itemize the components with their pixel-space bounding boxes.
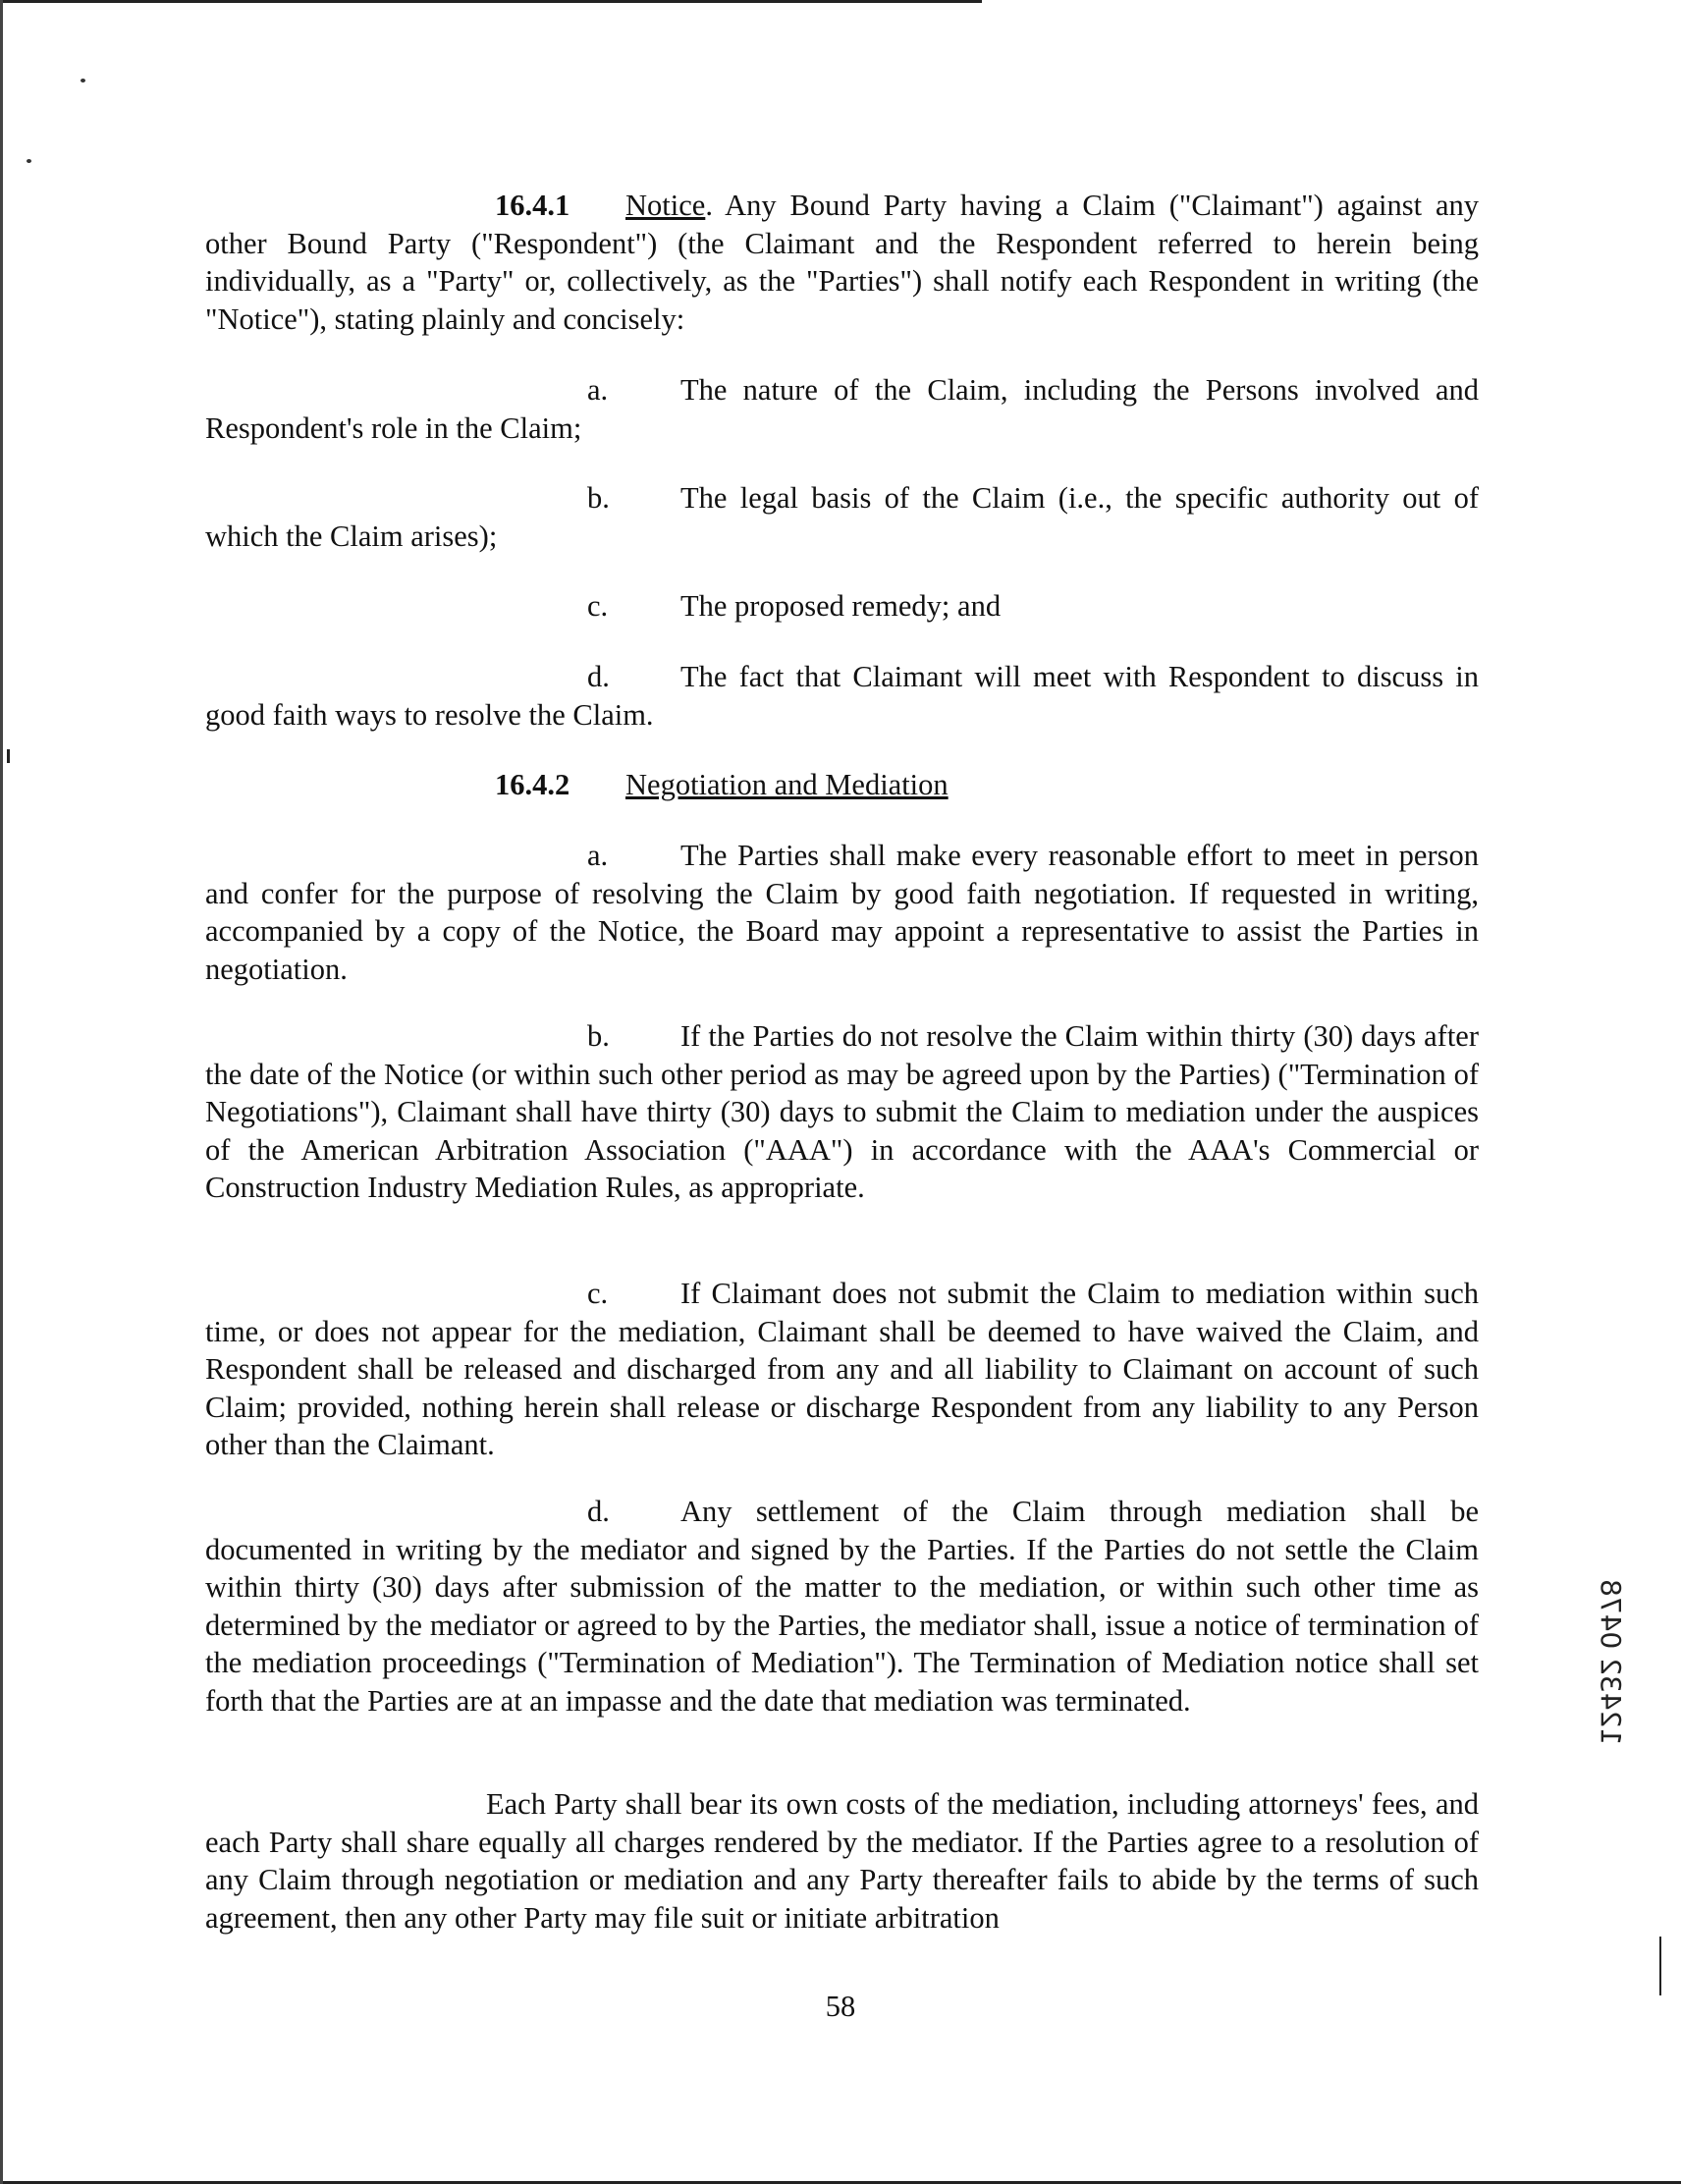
item-text: Any settlement of the Claim through mediation shall be documented in writing by the mediator and signed by the Parties. If the Parties do not settle the Claim within thirty (30) days after submission of the matter to the mediation, or within such other time as determined by the mediator or agreed to by the Parties, the mediator shall, issue a notice of termination of the mediation proceedings ("Termination of Mediation"). The Termination of Mediation notice shall set forth that the Parties are at an impasse and the date that mediation was terminated.: [205, 1495, 1479, 1718]
notice-item-d: [205, 658, 1479, 734]
scan-mark: [1659, 1937, 1661, 1995]
notice-item-a: [205, 371, 1479, 447]
closing-text: Each Party shall bear its own costs of the mediation, including attorneys' fees, and each Party shall share equally all charges rendered by the mediator. If the Parties agree to a resolution of any Claim through negotiation or mediation and any Party thereafter fails to abide by the terms of such agreement, then any other Party may file suit or initiate arbitration: [205, 1787, 1479, 1935]
item-text: If the Parties do not resolve the Claim within thirty (30) days after the date of the Notice (or within such other period as may be agreed upon by the Parties) ("Termination of Negotiations"), Claimant shall have thirty (30) days to submit the Claim to mediation under the auspices of the American Arbitration Association ("AAA") in accordance with the AAA's Commercial or Construction Industry Mediation Rules, as appropriate.: [205, 1019, 1479, 1205]
scan-speck: [27, 159, 31, 163]
scan-edge-left: [0, 0, 3, 2184]
item-marker: d.: [587, 1495, 610, 1528]
item-marker: d.: [587, 660, 610, 693]
item-marker: c.: [587, 589, 609, 623]
scan-speck: [81, 79, 85, 82]
item-marker: c.: [587, 1277, 609, 1310]
mediation-item-b: [205, 1017, 1479, 1207]
item-text: The proposed remedy; and: [680, 589, 1002, 623]
notice-item-b: [205, 479, 1479, 555]
mediation-item-d: [205, 1493, 1479, 1720]
section-number: 16.4.2: [495, 768, 570, 801]
mediation-item-c: [205, 1275, 1479, 1464]
item-text: The Parties shall make every reasonable effort to meet in person and confer for the purpose of resolving the Claim by good faith negotiation. If requested in writing, accompanied by a copy of the Notice, the Board may appoint a representative to assist the Parties in negotiation.: [205, 839, 1479, 986]
section-intro-text: . Any Bound Party having a Claim ("Claimant") against any other Bound Party ("Respondent") (the Claimant and the Respondent referred to herein being individually, as a "Party" or, collectively, as the "Parties") shall notify each Respondent in writing (the "Notice"), stating plainly and concisely:: [205, 189, 1479, 336]
item-text: The nature of the Claim, including the Persons involved and Respondent's role in the Claim;: [205, 373, 1479, 445]
section-title: Negotiation and Mediation: [625, 768, 949, 801]
item-marker: b.: [587, 481, 610, 515]
scan-edge-top: [0, 0, 982, 3]
scan-mark: [7, 749, 10, 763]
notice-item-c: [205, 587, 1479, 626]
bates-stamp: 12432 0478: [1595, 1579, 1627, 1746]
item-marker: a.: [587, 839, 609, 872]
section-16-4-2-heading: [495, 766, 949, 804]
section-title: Notice: [625, 189, 706, 222]
item-marker: a.: [587, 373, 609, 407]
mediation-closing-paragraph: [205, 1785, 1479, 1937]
item-text: The legal basis of the Claim (i.e., the specific authority out of which the Claim arises);: [205, 481, 1479, 553]
item-text: The fact that Claimant will meet with Respondent to discuss in good faith ways to resolve the Claim.: [205, 660, 1479, 732]
page-number: 58: [825, 1990, 856, 2023]
section-16-4-1-intro: [205, 187, 1479, 338]
mediation-item-a: [205, 837, 1479, 988]
item-text: If Claimant does not submit the Claim to mediation within such time, or does not appear for the mediation, Claimant shall be deemed to have waived the Claim, and Respondent shall be released and discharged from any and all liability to Claimant on account of such Claim; provided, nothing herein shall release or discharge Respondent from any liability to any Person other than the Claimant.: [205, 1277, 1479, 1462]
section-number: 16.4.1: [495, 189, 570, 222]
item-marker: b.: [587, 1019, 610, 1053]
